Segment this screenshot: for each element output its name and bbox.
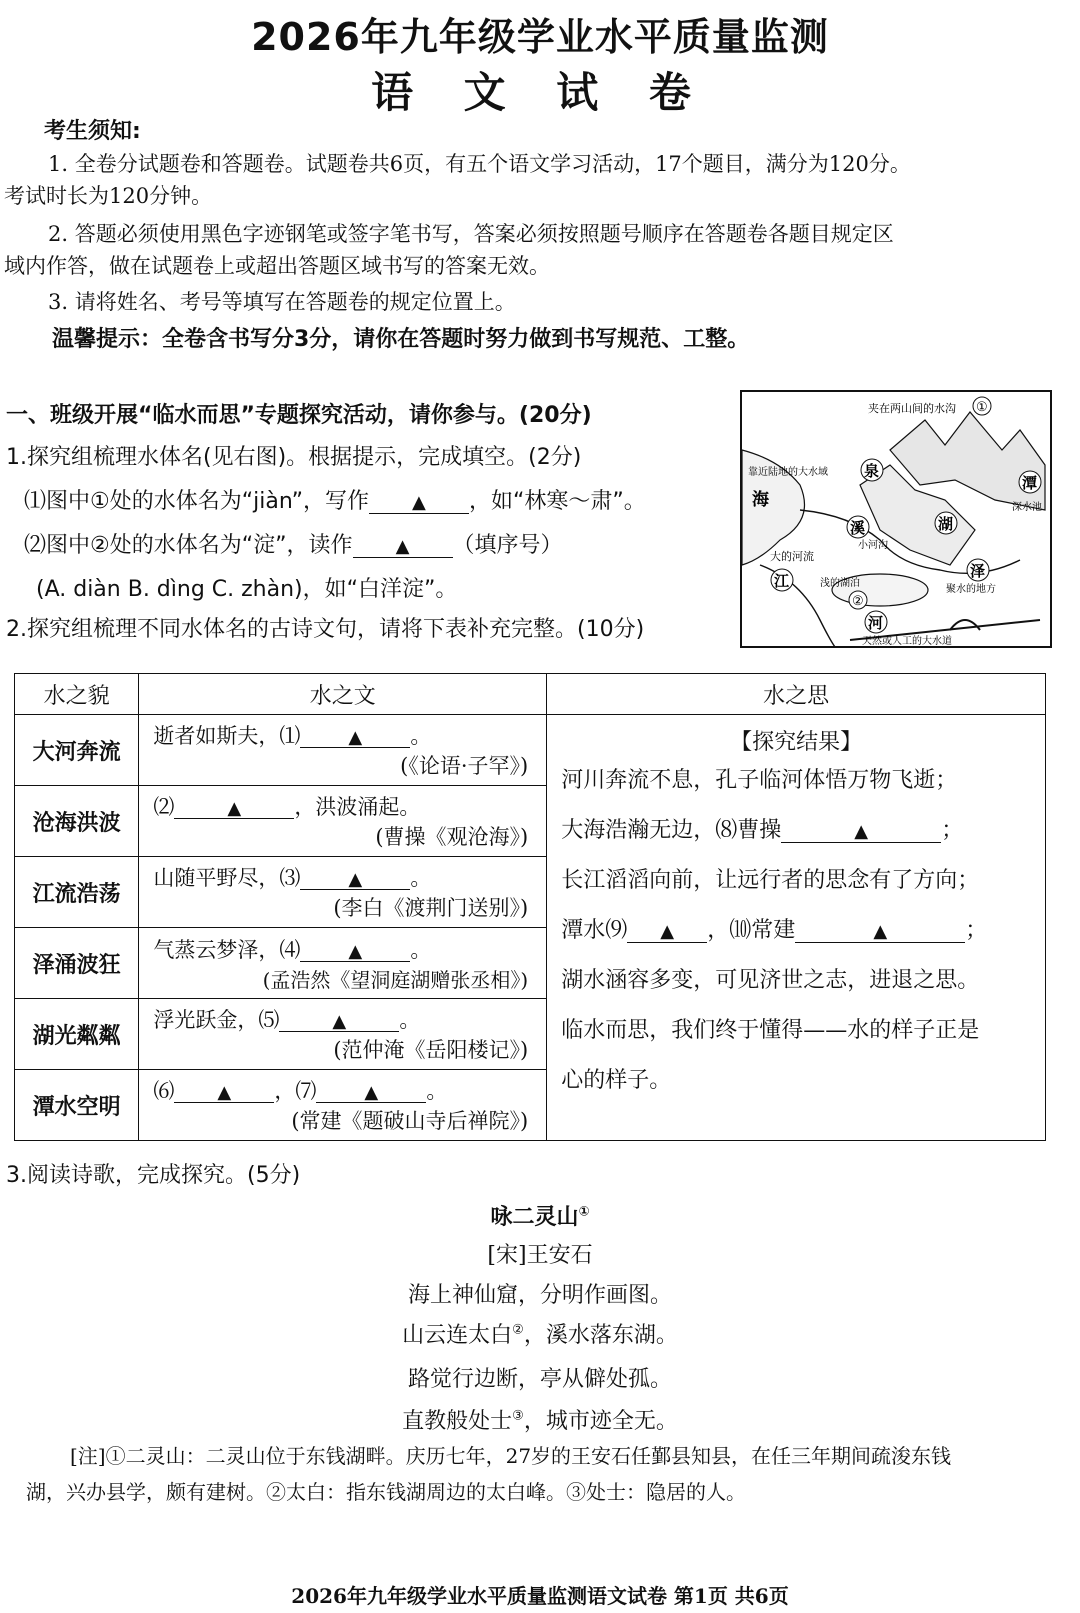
answer-blank-10[interactable]: [795, 920, 965, 943]
row-line-middle: ，⑺: [274, 1079, 317, 1103]
question-1-1-suffix: ，如“林寒～肃”。: [468, 489, 646, 514]
question-1-2: [24, 528, 563, 559]
row-source: (孟浩然《望洞庭湖赠张丞相》): [262, 967, 529, 992]
question-2: 2.探究组梳理不同水体名的古诗文句，请将下表补充完整。(10分): [6, 617, 645, 642]
row-line-suffix: 。: [410, 724, 432, 748]
blank-marker-icon: ▲: [227, 798, 242, 819]
map-marker-2: ②: [852, 594, 864, 609]
map-label-stream: 溪: [850, 519, 866, 537]
answer-blank-1-2[interactable]: [353, 535, 453, 558]
table-row-name: 潭水空明: [15, 1070, 139, 1141]
result-line-3: 长江滔滔向前，让远行者的思念有了方向；: [561, 868, 980, 893]
blank-marker-icon: ▲: [854, 821, 869, 842]
blank-marker-icon: ▲: [348, 869, 363, 890]
table-row-name: 湖光粼粼: [15, 999, 139, 1070]
poem-author: [宋]王安石: [487, 1243, 593, 1268]
poem-line-2-part-1: 山云连太白: [402, 1323, 513, 1348]
map-label-pool-desc: 深水池: [1012, 502, 1042, 513]
result-line-7: 心的样子。: [561, 1068, 672, 1093]
notice-item-3: 3. 请将姓名、考号等填写在答题卷的规定位置上。: [48, 290, 516, 314]
row-source: (曹操《观沧海》): [375, 825, 529, 849]
row-line-prefix: 浮光跃金，⑸: [153, 1008, 280, 1032]
map-label-marsh-desc: 聚水的地方: [946, 584, 996, 595]
blank-marker-icon: ▲: [348, 940, 363, 962]
row-source: (李白《渡荆门送别》): [333, 896, 529, 920]
notice-item-1-line-2: 考试时长为120分钟。: [4, 184, 213, 208]
map-marker-1: ①: [976, 400, 988, 415]
row-line-suffix: 。: [399, 1008, 421, 1032]
result-line-4: [561, 906, 1045, 956]
map-label-marsh: 泽: [970, 562, 986, 580]
result-line-4-prefix: 潭水⑼: [561, 918, 628, 943]
blank-marker-icon: ▲: [395, 536, 410, 557]
row-line-prefix: 山随平野尽，⑶: [153, 866, 301, 890]
poem-note-2-mark: ②: [512, 1322, 524, 1338]
question-1-1-prefix: ⑴图中①处的水体名为“jiàn”，写作: [24, 489, 369, 514]
map-label-shallow-lake: 浅的湖泊: [820, 578, 860, 589]
blank-marker-icon: ▲: [332, 1011, 347, 1032]
poem-line-1: 海上神仙窟，分明作画图。: [407, 1283, 672, 1308]
map-label-sea: 海: [752, 490, 769, 510]
blank-marker-icon: ▲: [364, 1082, 379, 1103]
answer-blank-1[interactable]: [300, 726, 410, 748]
notice-item-2-line-2: 域内作答，做在试题卷上或超出答题区域书写的答案无效。: [4, 254, 550, 278]
annotation-line-2: 湖，兴办县学，颇有建树。②太白：指东钱湖周边的太白峰。③处士：隐居的人。: [26, 1480, 746, 1504]
table-row-text: [139, 999, 547, 1070]
notice-item-1-line-1: 1. 全卷分试题卷和答题卷。试题卷共6页，有五个语文学习活动，17个题目，满分为120分。: [48, 152, 911, 176]
poem-line-3: 路觉行边断，亭从僻处孤。: [407, 1367, 672, 1392]
poem-line-4-part-2: ，城市迹全无。: [523, 1409, 678, 1434]
question-1-2-options: (A. diàn B. dìng C. zhàn)，如“白洋淀”。: [36, 577, 458, 602]
answer-blank-7[interactable]: [316, 1081, 426, 1103]
map-label-river-he: 河: [868, 614, 884, 632]
blank-marker-icon: ▲: [660, 921, 675, 942]
table-row-text: [139, 1070, 547, 1141]
map-label-sea-desc: 靠近陆地的大水域: [748, 467, 828, 478]
row-line-suffix: 。: [426, 1079, 448, 1103]
row-source: (范仲淹《岳阳楼记》): [333, 1038, 529, 1062]
row-line-prefix: 逝者如斯夫，⑴: [153, 724, 301, 748]
map-label-spring: 泉: [864, 462, 880, 480]
row-line-suffix: 。: [410, 866, 432, 890]
table-row-text: [139, 715, 547, 786]
row-source: (常建《题破山寺后禅院》): [291, 1109, 529, 1133]
answer-blank-1-1[interactable]: [369, 491, 469, 514]
result-line-5: 湖水涵容多变，可见济世之志，进退之思。: [561, 968, 980, 993]
result-line-2-suffix: ；: [941, 818, 964, 843]
map-label-small-river: 小河沟: [858, 540, 888, 551]
notice-tip: 温馨提示：全卷含书写分3分，请你在答题时努力做到书写规范、工整。: [52, 327, 750, 352]
poem-line-4: [0, 1404, 1080, 1435]
map-label-canal: 天然或人工的大水道: [862, 636, 952, 647]
table-row-name: 沧海洪波: [15, 786, 139, 857]
water-body-map: [740, 390, 1052, 648]
blank-marker-icon: ▲: [412, 492, 426, 513]
answer-blank-6[interactable]: [174, 1081, 274, 1103]
map-label-big-river: 大的河流: [770, 550, 814, 563]
poetry-table: [14, 673, 1046, 1141]
blank-marker-icon: ▲: [873, 921, 888, 942]
map-label-lake: 湖: [938, 515, 954, 533]
table-row-text: [139, 857, 547, 928]
answer-blank-3[interactable]: [300, 868, 410, 890]
row-source: (《论语·子罕》): [400, 754, 529, 778]
notice-item-2-line-1: 2. 答题必须使用黑色字迹钢笔或签字笔书写，答案必须按照题号顺序在答题卷各题目规定区: [48, 222, 894, 246]
table-header-thought: 水之思: [547, 674, 1046, 715]
page-footer: 2026年九年级学业水平质量监测语文试卷 第1页 共6页: [291, 1584, 789, 1608]
question-1-1: [24, 484, 646, 515]
table-row-name: 江流浩荡: [15, 857, 139, 928]
result-line-4-middle: ，⑽常建: [707, 918, 796, 943]
page-subtitle: 语 文 试 卷: [371, 68, 709, 117]
result-line-2-prefix: 大海浩瀚无边，⑻曹操: [561, 818, 782, 843]
result-title: 【探究结果】: [730, 730, 863, 755]
question-3: 3.阅读诗歌，完成探究。(5分): [6, 1163, 301, 1188]
map-label-pool: 潭: [1022, 474, 1038, 492]
map-label-river-jiang: 江: [774, 572, 790, 590]
table-row-text: [139, 786, 547, 857]
poem-line-4-part-1: 直教般处士: [402, 1409, 513, 1434]
answer-blank-4[interactable]: [300, 940, 410, 962]
result-line-4-suffix: ；: [965, 918, 988, 943]
answer-blank-8[interactable]: [781, 820, 941, 843]
poem-line-2: [0, 1318, 1080, 1349]
question-1-2-prefix: ⑵图中②处的水体名为“淀”，读作: [24, 533, 353, 558]
poem-title: [0, 1200, 1080, 1231]
blank-marker-icon: ▲: [348, 727, 363, 748]
question-1: 1.探究组梳理水体名(见右图)。根据提示，完成填空。(2分): [6, 445, 582, 470]
result-cell: [547, 715, 1046, 1141]
question-1-2-suffix: （填序号）: [452, 533, 563, 558]
map-label-ravine: 夹在两山间的水沟: [868, 402, 956, 415]
poem-title-note-mark: ①: [578, 1204, 590, 1220]
row-line-prefix: ⑵: [153, 795, 175, 819]
row-line-prefix: 气蒸云梦泽，⑷: [153, 937, 301, 962]
notice-heading: 考生须知:: [44, 119, 141, 144]
poem-note-3-mark: ③: [512, 1408, 524, 1424]
table-header-text: 水之文: [139, 674, 547, 715]
table-header-appearance: 水之貌: [15, 674, 139, 715]
row-line-suffix: 。: [410, 937, 432, 962]
blank-marker-icon: ▲: [217, 1082, 232, 1103]
row-line-suffix: ，洪波涌起。: [294, 795, 421, 819]
page-title: 2026年九年级学业水平质量监测: [251, 15, 829, 59]
result-line-6: 临水而思，我们终于懂得——水的样子正是: [561, 1018, 980, 1043]
table-row-name: 泽涌波狂: [15, 928, 139, 999]
table-row-name: 大河奔流: [15, 715, 139, 786]
poem-title-text: 咏二灵山: [490, 1205, 579, 1230]
answer-blank-5[interactable]: [279, 1010, 399, 1032]
annotation-line-1: [注]①二灵山：二灵山位于东钱湖畔。庆历七年，27岁的王安石任鄞县知县，在任三年期间疏浚东钱: [70, 1444, 952, 1468]
answer-blank-9[interactable]: [627, 920, 707, 943]
result-line-1: 河川奔流不息，孔子临河体悟万物飞逝；: [561, 768, 958, 793]
poem-line-2-part-2: ，溪水落东湖。: [523, 1323, 678, 1348]
row-line-prefix: ⑹: [153, 1079, 175, 1103]
answer-blank-2[interactable]: [174, 797, 294, 819]
section-1-heading: 一、班级开展“临水而思”专题探究活动，请你参与。(20分): [6, 403, 592, 428]
table-row-text: [139, 928, 547, 999]
result-line-2: [561, 806, 1045, 856]
